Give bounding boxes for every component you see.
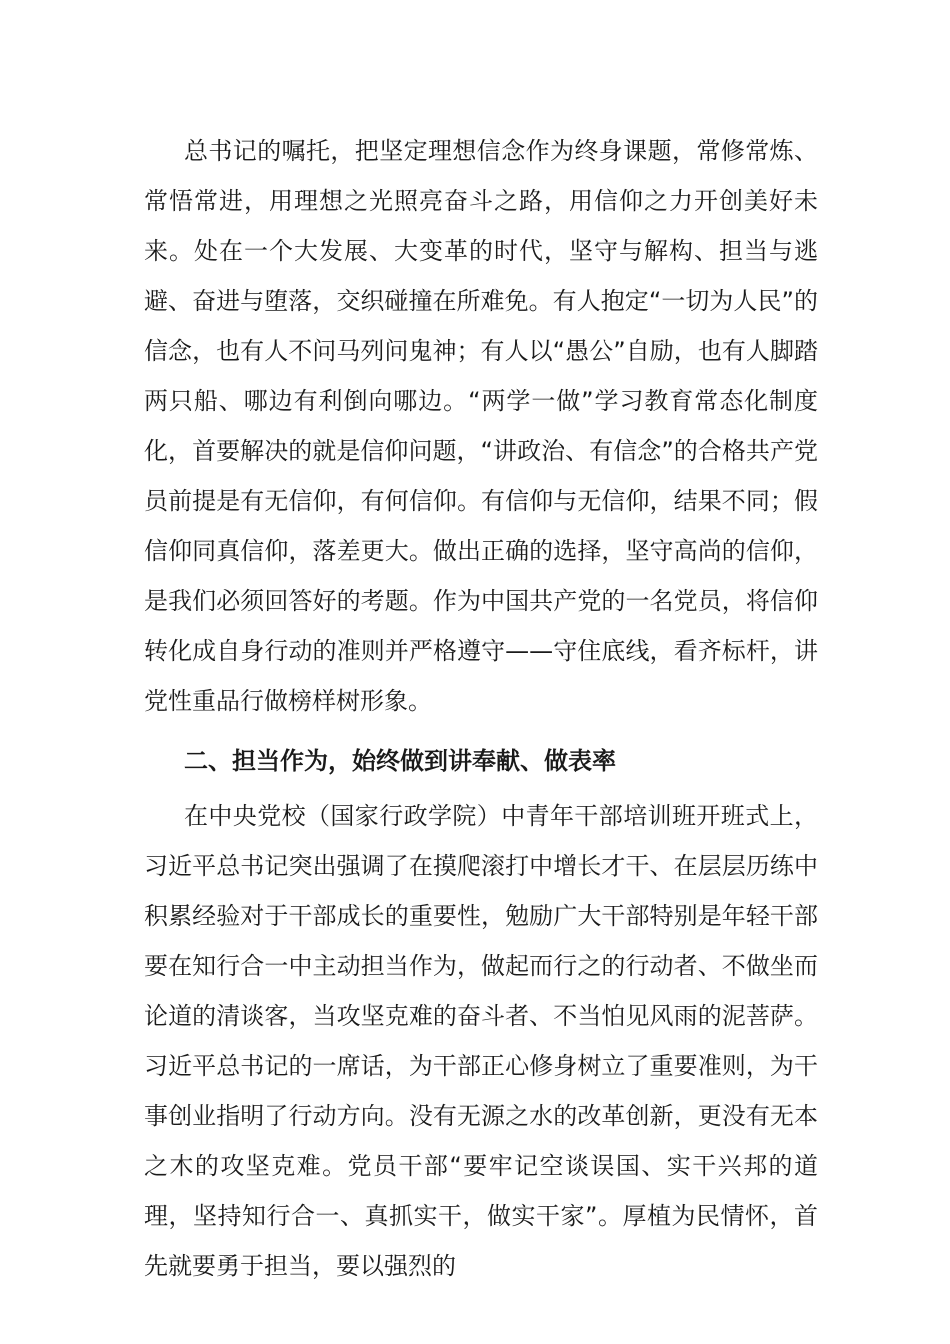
paragraph-responsibility: 在中央党校（国家行政学院）中青年干部培训班开班式上，习近平总书记突出强调了在摸爬滚打中增长才干、在层层历练中积累经验对于干部成长的重要性，勉励广大干部特别是年轻干部要在知行合一中主动担当作为，做起而行之的行动者、不做坐而论道的清谈客，当攻坚克难的奋斗者、不当怕见风雨的泥菩萨。习近平总书记的一席话，为干部正心修身树立了重要准则，为干事创业指明了行动方向。没有无源之水的改革创新，更没有无本之木的攻坚克难。党员干部“要牢记空谈误国、实干兴邦的道理，坚持知行合一、真抓实干，做实干家”。厚植为民情怀，首先就要勇于担当，要以强烈的: [144, 802, 818, 1280]
section-heading-responsibility: 二、担当作为，始终做到讲奉献、做表率: [184, 747, 616, 775]
document-body: [144, 126, 818, 1291]
paragraph-ideals-faith: 总书记的嘱托，把坚定理想信念作为终身课题，常修常炼、常悟常进，用理想之光照亮奋斗之路，用信仰之力开创美好未来。处在一个大发展、大变革的时代，坚守与解构、担当与逃避、奋进与堕落，交织碰撞在所难免。有人抱定“一切为人民”的信念，也有人不问马列问鬼神；有人以“愚公”自励，也有人脚踏两只船、哪边有利倒向哪边。“两学一做”学习教育常态化制度化，首要解决的就是信仰问题，“讲政治、有信念”的合格共产党员前提是有无信仰，有何信仰。有信仰与无信仰，结果不同；假信仰同真信仰，落差更大。做出正确的选择，坚守高尚的信仰，是我们必须回答好的考题。作为中国共产党的一名党员，将信仰转化成自身行动的准则并严格遵守——守住底线，看齐标杆，讲党性重品行做榜样树形象。: [144, 137, 818, 715]
